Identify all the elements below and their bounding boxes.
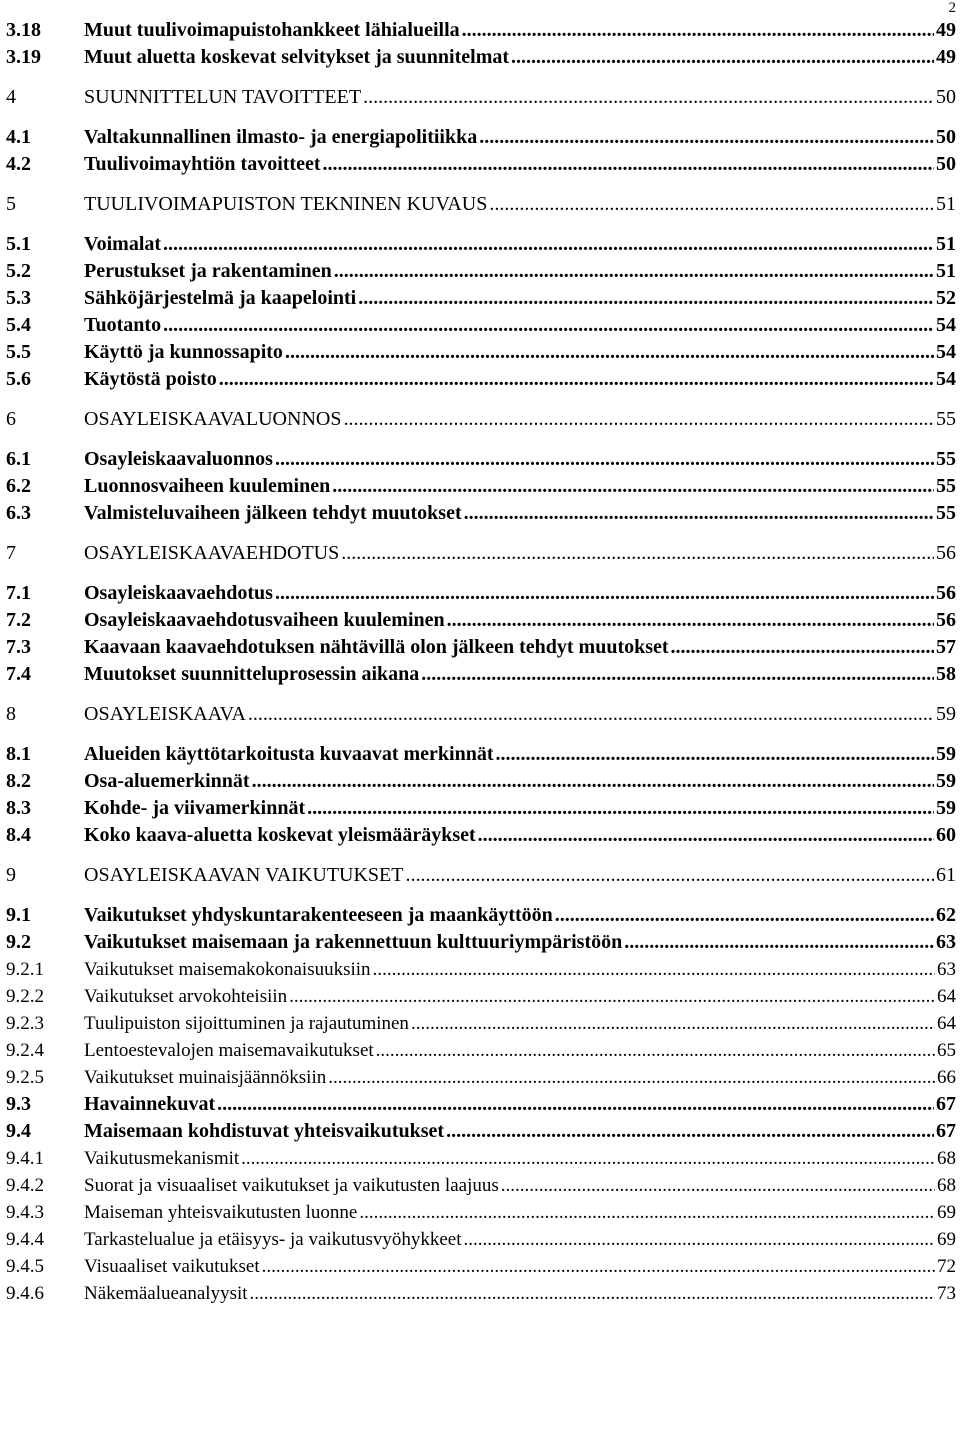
toc-entry[interactable] [6, 929, 956, 956]
toc-entry[interactable] [6, 1253, 956, 1280]
dot-leader [307, 797, 934, 820]
toc-entry-page: 65 [937, 1039, 956, 1061]
toc-entry-page: 67 [936, 1093, 956, 1115]
toc-spacer [6, 433, 956, 446]
dot-leader [411, 1013, 935, 1035]
toc-entry-title: Vaikutusmekanismit [84, 1147, 240, 1169]
toc-entry-page: 57 [936, 636, 956, 658]
toc-entry-number: 9.3 [6, 1093, 31, 1115]
toc-entry-page: 69 [937, 1228, 956, 1250]
toc-entry[interactable] [6, 741, 956, 768]
toc-entry-number: 9.1 [6, 904, 31, 926]
dot-leader [285, 341, 934, 364]
toc-spacer [6, 688, 956, 701]
toc-entry-number: 7.3 [6, 636, 31, 658]
toc-entry[interactable] [6, 1118, 956, 1145]
toc-entry[interactable] [6, 44, 956, 71]
toc-entry-page: 56 [936, 542, 956, 564]
toc-entry[interactable] [6, 701, 956, 728]
toc-entry-number: 8.4 [6, 824, 31, 846]
toc-entry[interactable] [6, 1064, 956, 1091]
toc-entry-title: Valmisteluvaiheen jälkeen tehdyt muutokset [84, 502, 462, 524]
toc-spacer [6, 527, 956, 540]
toc-entry[interactable] [6, 17, 956, 44]
toc-entry[interactable] [6, 607, 956, 634]
table-of-contents [6, 17, 956, 1307]
dot-leader [328, 1067, 935, 1089]
page-number: 2 [948, 0, 956, 16]
toc-entry-number: 5.1 [6, 233, 31, 255]
dot-leader [446, 1120, 934, 1143]
dot-leader [241, 1148, 935, 1170]
toc-entry-page: 60 [936, 824, 956, 846]
toc-entry-title: Perustukset ja rakentaminen [84, 260, 332, 282]
dot-leader [555, 904, 934, 927]
dot-leader [624, 931, 934, 954]
toc-entry-page: 55 [936, 408, 956, 430]
dot-leader [343, 408, 934, 431]
toc-entry-title: Tarkastelualue ja etäisyys- ja vaikutusvyöhykkeet [84, 1228, 462, 1250]
toc-entry[interactable] [6, 956, 956, 983]
toc-entry-title: Maiseman yhteisvaikutusten luonne [84, 1201, 358, 1223]
toc-entry-title: Vaikutukset muinaisjäännöksiin [84, 1066, 327, 1088]
toc-entry-title: OSAYLEISKAAVA [84, 703, 246, 725]
toc-entry-page: 67 [936, 1120, 956, 1142]
toc-spacer [6, 393, 956, 406]
dot-leader [421, 663, 934, 686]
toc-entry-title: Tuulivoimayhtiön tavoitteet [84, 153, 321, 175]
toc-entry-number: 6.3 [6, 502, 31, 524]
toc-entry-page: 68 [937, 1174, 956, 1196]
toc-entry[interactable] [6, 1226, 956, 1253]
toc-entry[interactable] [6, 540, 956, 567]
toc-entry-title: Vaikutukset maisemaan ja rakennettuun kulttuuriympäristöön [84, 931, 623, 953]
toc-entry[interactable] [6, 822, 956, 849]
dot-leader [334, 260, 934, 283]
dot-leader [671, 636, 934, 659]
toc-entry[interactable] [6, 902, 956, 929]
toc-entry-page: 54 [936, 314, 956, 336]
toc-entry-title: Osayleiskaavaluonnos [84, 448, 273, 470]
toc-entry-title: OSAYLEISKAAVAN VAIKUTUKSET [84, 864, 404, 886]
toc-spacer [6, 178, 956, 191]
toc-spacer [6, 728, 956, 741]
toc-entry-title: Muutokset suunnitteluprosessin aikana [84, 663, 420, 685]
dot-leader [289, 986, 935, 1008]
dot-leader [363, 86, 934, 109]
toc-entry-title: Voimalat [84, 233, 162, 255]
toc-entry-page: 58 [936, 663, 956, 685]
toc-entry-number: 3.18 [6, 19, 41, 41]
toc-entry[interactable] [6, 1091, 956, 1118]
toc-entry[interactable] [6, 124, 956, 151]
toc-entry-number: 9.2 [6, 931, 31, 953]
dot-leader [217, 1093, 934, 1116]
toc-entry-page: 73 [937, 1282, 956, 1304]
dot-leader [447, 609, 934, 632]
toc-entry-number: 9.2.5 [6, 1066, 44, 1088]
toc-entry-page: 63 [936, 931, 956, 953]
toc-entry[interactable] [6, 151, 956, 178]
toc-entry-page: 54 [936, 341, 956, 363]
dot-leader [479, 126, 934, 149]
toc-entry-title: SUUNNITTELUN TAVOITTEET [84, 86, 362, 108]
toc-entry-number: 5.6 [6, 368, 31, 390]
toc-entry-title: Näkemäalueanalyysit [84, 1282, 248, 1304]
toc-entry[interactable] [6, 795, 956, 822]
dot-leader [250, 1283, 935, 1305]
toc-entry-page: 59 [936, 797, 956, 819]
toc-spacer [6, 889, 956, 902]
toc-entry-page: 56 [936, 582, 956, 604]
toc-entry-title: TUULIVOIMAPUISTON TEKNINEN KUVAUS [84, 193, 488, 215]
toc-entry-title: Lentoestevalojen maisemavaikutukset [84, 1039, 374, 1061]
toc-entry-page: 69 [937, 1201, 956, 1223]
toc-entry[interactable] [6, 500, 956, 527]
toc-entry-title: OSAYLEISKAAVALUONNOS [84, 408, 342, 430]
toc-entry-number: 9.2.2 [6, 985, 44, 1007]
toc-entry-page: 49 [936, 46, 956, 68]
toc-entry-title: Suorat ja visuaaliset vaikutukset ja vaikutusten laajuus [84, 1174, 499, 1196]
toc-entry[interactable] [6, 285, 956, 312]
toc-entry-number: 9.4.4 [6, 1228, 44, 1250]
toc-entry-number: 6 [6, 408, 16, 430]
toc-entry[interactable] [6, 312, 956, 339]
toc-entry[interactable] [6, 473, 956, 500]
dot-leader [376, 1040, 935, 1062]
toc-entry-title: OSAYLEISKAAVAEHDOTUS [84, 542, 340, 564]
toc-entry-number: 4 [6, 86, 16, 108]
toc-entry[interactable] [6, 339, 956, 366]
toc-entry[interactable] [6, 191, 956, 218]
toc-entry-title: Alueiden käyttötarkoitusta kuvaavat merkinnät [84, 743, 494, 765]
dot-leader [323, 153, 935, 176]
toc-entry-page: 63 [937, 958, 956, 980]
toc-entry[interactable] [6, 580, 956, 607]
toc-entry-number: 7.2 [6, 609, 31, 631]
toc-spacer [6, 71, 956, 84]
toc-entry-title: Valtakunnallinen ilmasto- ja energiapolitiikka [84, 126, 478, 148]
toc-entry-title: Vaikutukset yhdyskuntarakenteeseen ja maankäyttöön [84, 904, 553, 926]
toc-entry-number: 6.2 [6, 475, 31, 497]
toc-entry-number: 8 [6, 703, 16, 725]
toc-entry-title: Vaikutukset arvokohteisiin [84, 985, 288, 1007]
toc-entry-page: 59 [936, 743, 956, 765]
dot-leader [248, 703, 934, 726]
dot-leader [163, 314, 934, 337]
toc-entry[interactable] [6, 983, 956, 1010]
toc-entry-page: 55 [936, 502, 956, 524]
toc-entry-number: 5.5 [6, 341, 31, 363]
toc-entry-number: 9.2.1 [6, 958, 44, 980]
toc-entry[interactable] [6, 634, 956, 661]
toc-entry[interactable] [6, 1010, 956, 1037]
toc-entry-page: 49 [936, 19, 956, 41]
toc-entry-title: Osayleiskaavaehdotus [84, 582, 273, 604]
toc-entry[interactable] [6, 406, 956, 433]
dot-leader [501, 1175, 935, 1197]
toc-entry[interactable] [6, 258, 956, 285]
toc-entry-page: 62 [936, 904, 956, 926]
toc-entry-page: 50 [936, 86, 956, 108]
toc-entry-page: 59 [936, 703, 956, 725]
toc-entry-title: Käyttö ja kunnossapito [84, 341, 283, 363]
dot-leader [359, 1202, 935, 1224]
toc-entry-title: Visuaaliset vaikutukset [84, 1255, 260, 1277]
toc-entry-page: 64 [937, 985, 956, 1007]
toc-entry-title: Kohde- ja viivamerkinnät [84, 797, 306, 819]
toc-entry-number: 9.4.3 [6, 1201, 44, 1223]
toc-entry-number: 8.1 [6, 743, 31, 765]
toc-entry-number: 3.19 [6, 46, 41, 68]
dot-leader [275, 582, 934, 605]
toc-entry-page: 56 [936, 609, 956, 631]
dot-leader [341, 542, 934, 565]
dot-leader [373, 959, 935, 981]
toc-entry-page: 54 [936, 368, 956, 390]
toc-entry-title: Koko kaava-aluetta koskevat yleismääräykset [84, 824, 476, 846]
toc-entry-number: 9.4 [6, 1120, 31, 1142]
toc-spacer [6, 849, 956, 862]
toc-entry-title: Maisemaan kohdistuvat yhteisvaikutukset [84, 1120, 445, 1142]
toc-entry-number: 8.2 [6, 770, 31, 792]
toc-entry-number: 4.2 [6, 153, 31, 175]
toc-spacer [6, 567, 956, 580]
dot-leader [462, 19, 934, 42]
toc-spacer [6, 111, 956, 124]
toc-entry[interactable] [6, 1172, 956, 1199]
dot-leader [511, 46, 934, 69]
toc-entry-title: Tuulipuiston sijoittuminen ja rajautuminen [84, 1012, 409, 1034]
toc-entry-page: 51 [936, 260, 956, 282]
toc-entry-page: 55 [936, 475, 956, 497]
toc-entry-title: Osayleiskaavaehdotusvaiheen kuuleminen [84, 609, 445, 631]
dot-leader [275, 448, 934, 471]
toc-entry-page: 50 [936, 126, 956, 148]
toc-entry-number: 5.2 [6, 260, 31, 282]
toc-entry-title: Kaavaan kaavaehdotuksen nähtävillä olon jälkeen tehdyt muutokset [84, 636, 669, 658]
dot-leader [489, 193, 934, 216]
toc-entry-number: 7 [6, 542, 16, 564]
toc-entry[interactable] [6, 1280, 956, 1307]
dot-leader [495, 743, 934, 766]
toc-entry-number: 9.2.3 [6, 1012, 44, 1034]
toc-entry-page: 68 [937, 1147, 956, 1169]
toc-entry-number: 8.3 [6, 797, 31, 819]
toc-entry-page: 61 [936, 864, 956, 886]
toc-entry-page: 50 [936, 153, 956, 175]
toc-entry[interactable] [6, 231, 956, 258]
toc-entry[interactable] [6, 1199, 956, 1226]
dot-leader [262, 1256, 935, 1278]
toc-entry-number: 7.4 [6, 663, 31, 685]
toc-entry-number: 7.1 [6, 582, 31, 604]
toc-entry-title: Tuotanto [84, 314, 162, 336]
dot-leader [332, 475, 934, 498]
toc-entry-number: 9.4.1 [6, 1147, 44, 1169]
dot-leader [406, 864, 935, 887]
toc-entry[interactable] [6, 446, 956, 473]
toc-entry-page: 52 [936, 287, 956, 309]
toc-entry-number: 5.4 [6, 314, 31, 336]
toc-entry[interactable] [6, 84, 956, 111]
toc-entry-number: 9.2.4 [6, 1039, 44, 1061]
toc-entry-number: 9.4.2 [6, 1174, 44, 1196]
toc-entry-page: 59 [936, 770, 956, 792]
toc-entry-page: 51 [936, 233, 956, 255]
toc-entry-number: 4.1 [6, 126, 31, 148]
toc-entry-page: 64 [937, 1012, 956, 1034]
toc-entry[interactable] [6, 1037, 956, 1064]
toc-entry-page: 55 [936, 448, 956, 470]
toc-entry-title: Luonnosvaiheen kuuleminen [84, 475, 331, 497]
toc-spacer [6, 218, 956, 231]
toc-entry[interactable] [6, 1145, 956, 1172]
dot-leader [464, 502, 934, 525]
toc-entry-number: 9.4.5 [6, 1255, 44, 1277]
toc-entry-title: Käytöstä poisto [84, 368, 217, 390]
toc-entry-number: 6.1 [6, 448, 31, 470]
toc-entry-number: 5.3 [6, 287, 31, 309]
toc-entry[interactable] [6, 768, 956, 795]
toc-entry-page: 66 [937, 1066, 956, 1088]
toc-entry[interactable] [6, 862, 956, 889]
toc-entry-title: Muut aluetta koskevat selvitykset ja suunnitelmat [84, 46, 510, 68]
dot-leader [478, 824, 934, 847]
dot-leader [163, 233, 934, 256]
dot-leader [358, 287, 934, 310]
toc-entry-page: 51 [936, 193, 956, 215]
toc-entry-number: 9.4.6 [6, 1282, 44, 1304]
toc-entry-title: Vaikutukset maisemakokonaisuuksiin [84, 958, 371, 980]
toc-entry-number: 9 [6, 864, 16, 886]
dot-leader [464, 1229, 936, 1251]
toc-entry-title: Havainnekuvat [84, 1093, 216, 1115]
toc-entry-title: Sähköjärjestelmä ja kaapelointi [84, 287, 357, 309]
toc-entry[interactable] [6, 661, 956, 688]
toc-entry-number: 5 [6, 193, 16, 215]
toc-entry-title: Osa-aluemerkinnät [84, 770, 250, 792]
dot-leader [252, 770, 934, 793]
dot-leader [219, 368, 934, 391]
toc-entry[interactable] [6, 366, 956, 393]
toc-entry-title: Muut tuulivoimapuistohankkeet lähialueilla [84, 19, 460, 41]
toc-entry-page: 72 [937, 1255, 956, 1277]
